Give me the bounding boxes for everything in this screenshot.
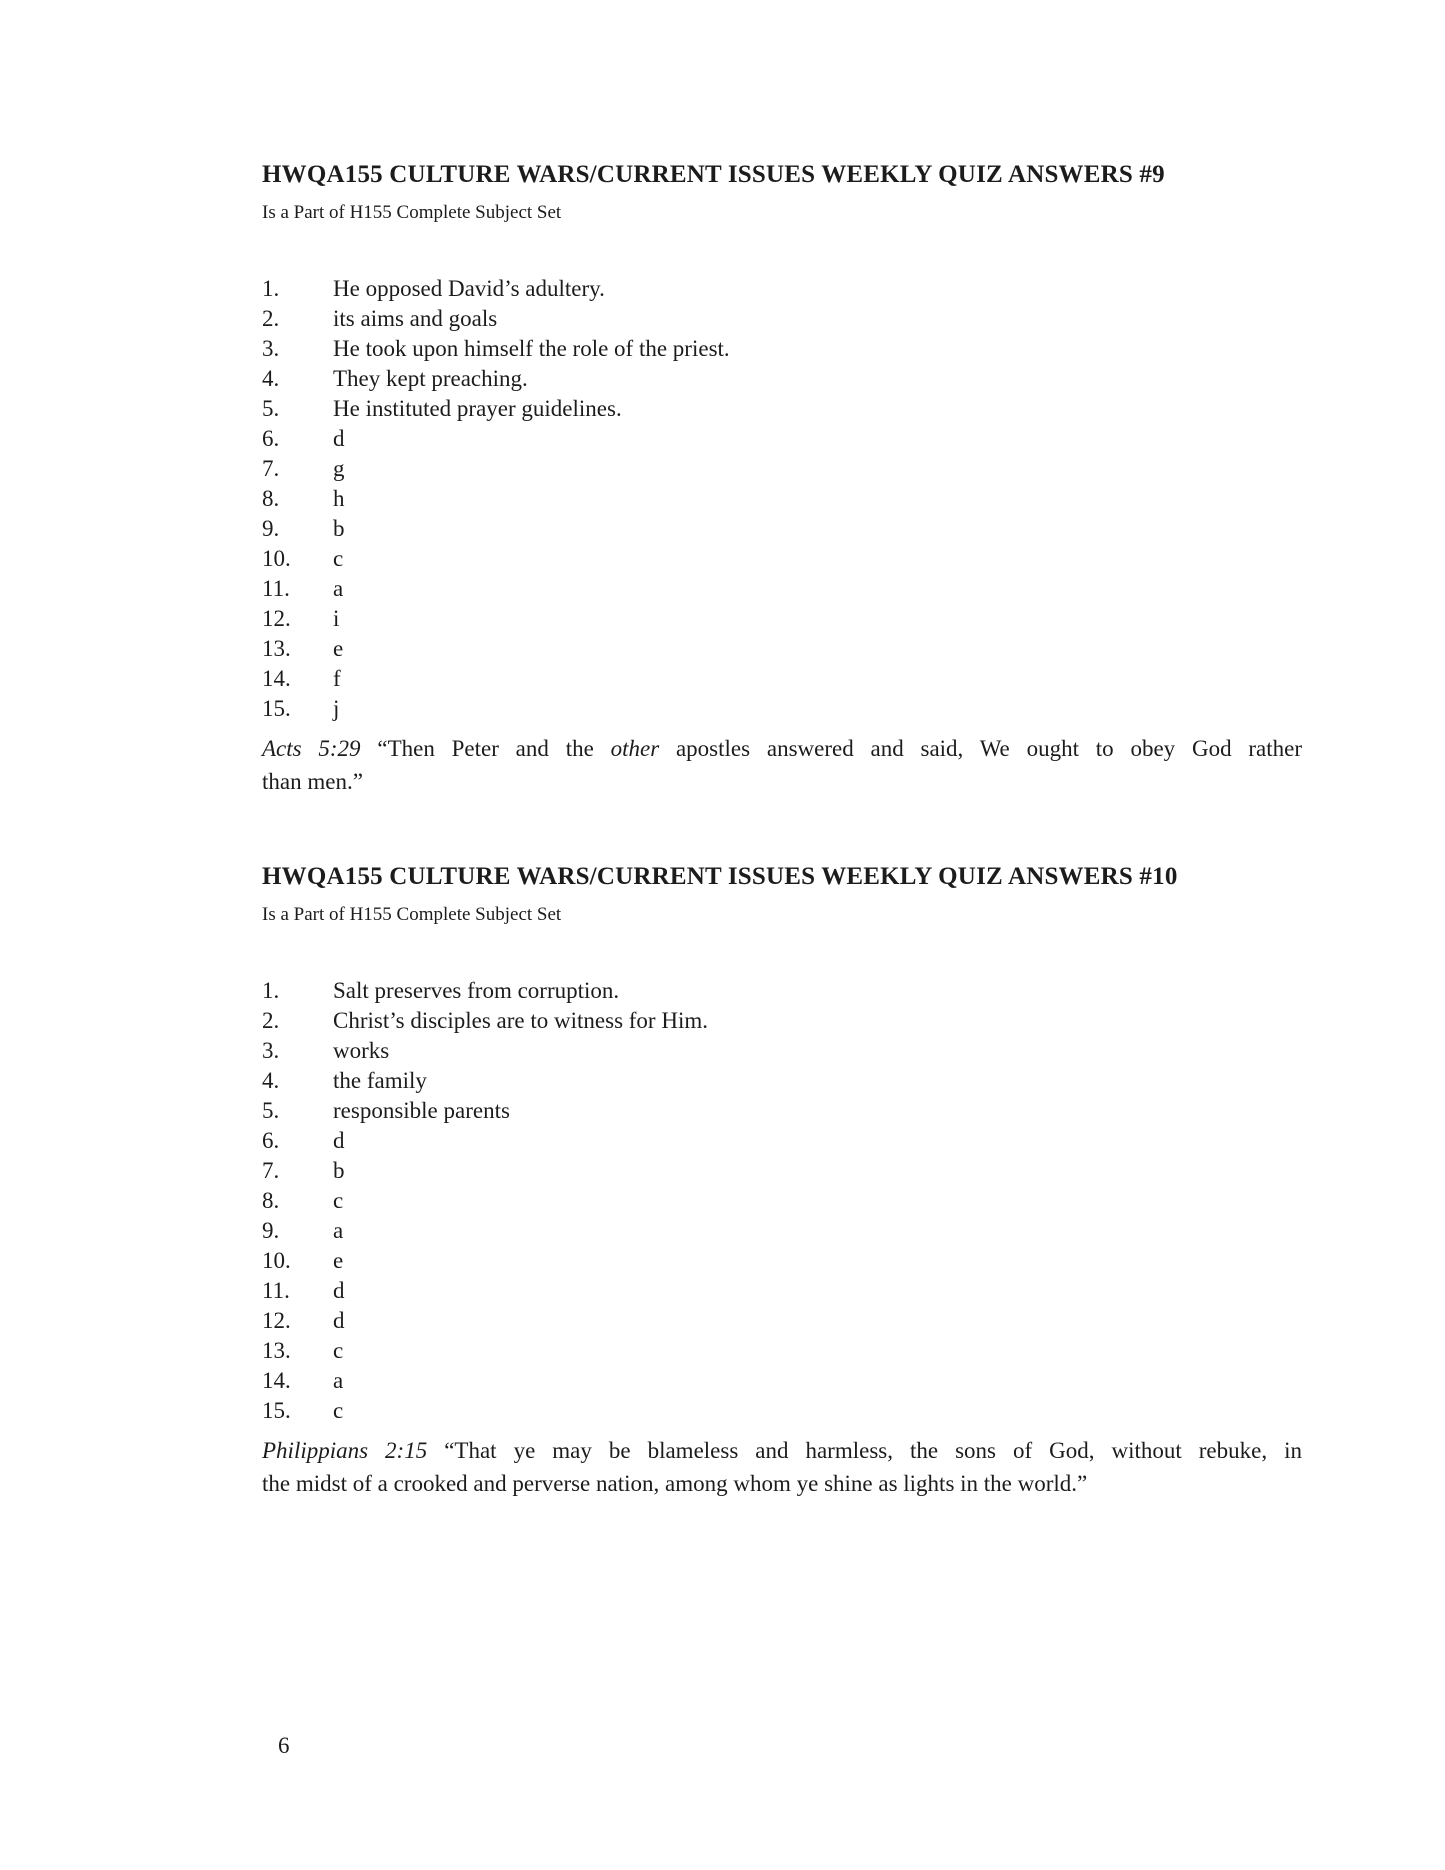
answer-text: c [333,1338,344,1363]
page-number: 6 [278,1733,290,1758]
answer-number: 9. [262,1218,280,1243]
answer-text: the family [333,1068,427,1093]
scripture-quote-line-2: the midst of a crooked and perverse nation, among whom ye shine as lights in the world.” [262,1471,1088,1496]
answer-number: 7. [262,456,280,481]
answer-row [262,334,1302,364]
answer-text: Christ’s disciples are to witness for Him. [333,1008,708,1033]
answer-text: d [333,426,345,451]
quiz-answers-section-9 [262,160,1302,798]
scripture-quote-line-1 [262,1434,1302,1467]
scripture-quote [262,732,1302,798]
answer-row [262,514,1302,544]
answer-row [262,274,1302,304]
answer-text: c [333,1398,344,1423]
answer-row [262,364,1302,394]
answer-number: 12. [262,1308,291,1333]
answer-row [262,1126,1302,1156]
answer-text: c [333,546,344,571]
answer-row [262,424,1302,454]
answer-row [262,1366,1302,1396]
answer-number: 11. [262,1278,290,1303]
answer-number: 12. [262,606,291,631]
answer-text: h [333,486,345,511]
answer-number: 13. [262,1338,291,1363]
answer-number: 3. [262,336,280,361]
answer-text: Salt preserves from corruption. [333,978,620,1003]
answer-text: g [333,456,345,481]
answer-number: 5. [262,1098,280,1123]
answer-number: 3. [262,1038,280,1063]
answer-number: 9. [262,516,280,541]
answer-row [262,484,1302,514]
answer-number: 6. [262,426,280,451]
answer-text: works [333,1038,390,1063]
quiz-answers-section-10 [262,862,1302,1500]
scripture-quote-line-2: than men.” [262,769,363,794]
section-title: HWQA155 CULTURE WARS/CURRENT ISSUES WEEKLY QUIZ ANSWERS #10 [262,863,1178,890]
answer-number: 10. [262,1248,291,1273]
answer-text: i [333,606,340,631]
answer-row [262,394,1302,424]
answer-text: f [333,666,341,691]
answer-text: d [333,1308,345,1333]
answer-text: He opposed David’s adultery. [333,276,605,301]
answer-row [262,1066,1302,1096]
answer-row [262,1186,1302,1216]
page-content [262,160,1302,1500]
answer-number: 6. [262,1128,280,1153]
answer-text: b [333,1158,345,1183]
answer-text: a [333,576,344,601]
answer-number: 10. [262,546,291,571]
answer-row [262,1036,1302,1066]
answer-row [262,604,1302,634]
answer-text: j [333,696,340,721]
answer-row [262,1216,1302,1246]
section-title: HWQA155 CULTURE WARS/CURRENT ISSUES WEEKLY QUIZ ANSWERS #9 [262,161,1165,188]
answer-text: c [333,1188,344,1213]
answer-list [262,976,1302,1426]
answer-number: 13. [262,636,291,661]
answer-text: responsible parents [333,1098,510,1123]
answer-row [262,664,1302,694]
answer-number: 2. [262,1008,280,1033]
answer-row [262,1306,1302,1336]
answer-number: 8. [262,1188,280,1213]
answer-text: b [333,516,345,541]
answer-row [262,976,1302,1006]
section-subtitle: Is a Part of H155 Complete Subject Set [262,904,562,925]
answer-number: 5. [262,396,280,421]
answer-number: 15. [262,1398,291,1423]
answer-row [262,574,1302,604]
answer-text: a [333,1218,344,1243]
answer-row [262,1246,1302,1276]
scripture-quote [262,1434,1302,1500]
verse-text: apostles answered and said, We ought to obey God rather [659,736,1302,761]
answer-text: He took upon himself the role of the priest. [333,336,730,361]
answer-text: He instituted prayer guidelines. [333,396,622,421]
answer-list [262,274,1302,724]
answer-text: They kept preaching. [333,366,528,391]
verse-reference: Acts 5:29 [262,736,361,761]
answer-row [262,454,1302,484]
scripture-quote-line-1 [262,732,1302,765]
answer-number: 14. [262,1368,291,1393]
answer-number: 1. [262,978,280,1003]
answer-row [262,1006,1302,1036]
answer-row [262,1336,1302,1366]
answer-number: 2. [262,306,280,331]
answer-text: d [333,1278,345,1303]
answer-row [262,1096,1302,1126]
verse-text: “Then Peter and the [360,736,611,761]
answer-number: 4. [262,366,280,391]
answer-text: a [333,1368,344,1393]
answer-text: d [333,1128,345,1153]
answer-row [262,1156,1302,1186]
section-subtitle: Is a Part of H155 Complete Subject Set [262,202,562,223]
verse-reference: Philippians 2:15 [262,1438,428,1463]
answer-text: e [333,1248,344,1273]
verse-italic-word: other [610,736,660,761]
answer-number: 8. [262,486,280,511]
answer-number: 15. [262,696,291,721]
answer-row [262,544,1302,574]
answer-number: 7. [262,1158,280,1183]
answer-number: 1. [262,276,280,301]
answer-number: 4. [262,1068,280,1093]
answer-text: its aims and goals [333,306,498,331]
answer-row [262,1276,1302,1306]
answer-text: e [333,636,344,661]
answer-row [262,304,1302,334]
answer-row [262,694,1302,724]
answer-number: 14. [262,666,291,691]
answer-row [262,634,1302,664]
answer-number: 11. [262,576,290,601]
answer-row [262,1396,1302,1426]
verse-text: “That ye may be blameless and harmless, the sons of God, without rebuke, in [427,1438,1302,1463]
